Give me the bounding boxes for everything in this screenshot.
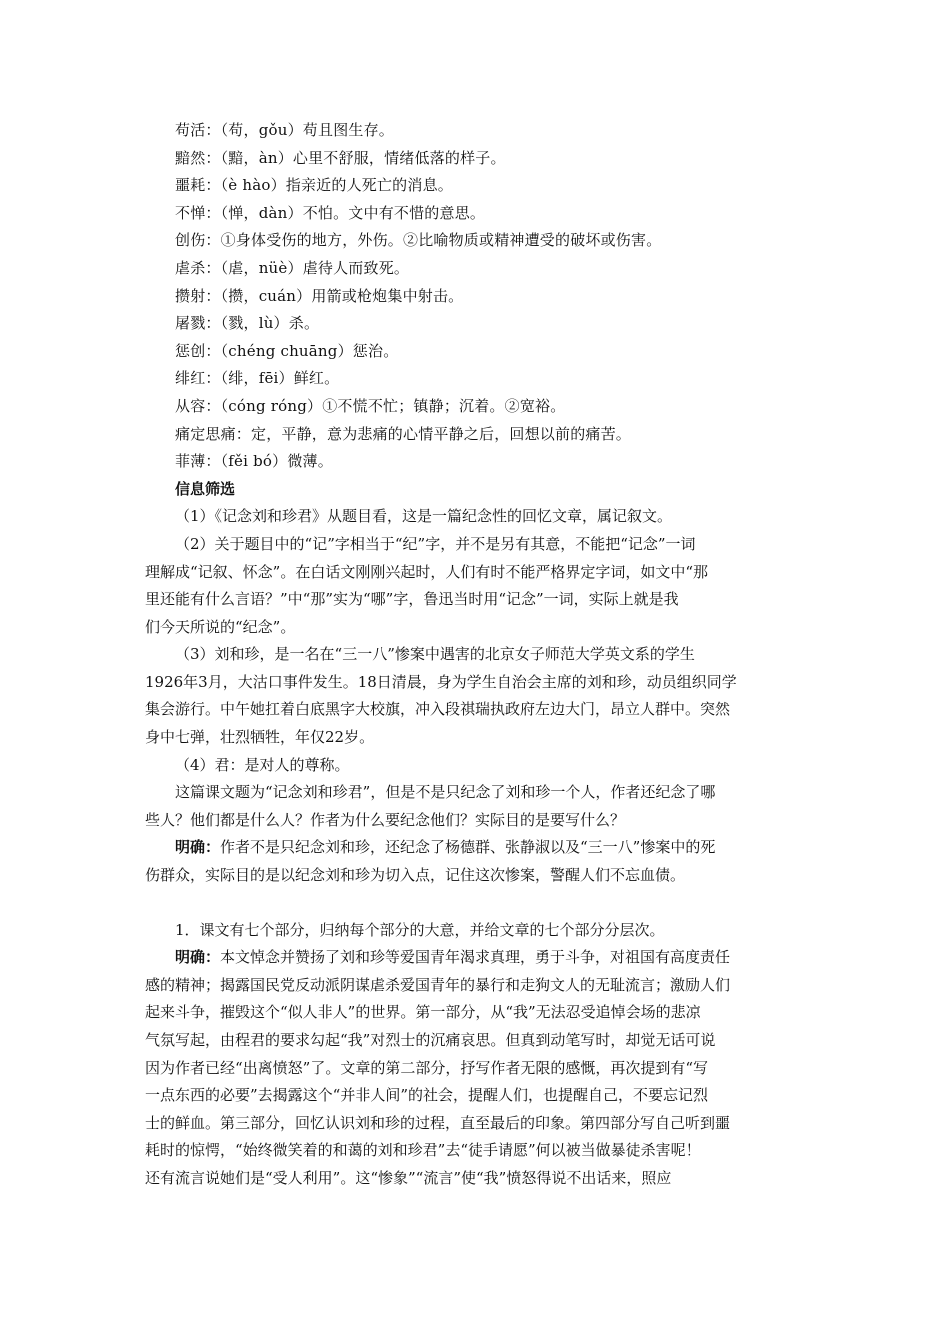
vocab-item: 苟活：（苟，gǒu）苟且图生存。 bbox=[175, 121, 394, 139]
info-paragraph-1 bbox=[173, 503, 813, 531]
text-line: （4）君：是对人的尊称。 bbox=[175, 755, 350, 774]
question-paragraph bbox=[145, 779, 813, 834]
vocab-item: 黯然：（黯，àn）心里不舒服，情绪低落的样子。 bbox=[175, 148, 506, 167]
text-line: 感的精神；揭露国民党反动派阴谋虐杀爱国青年的暴行和走狗文人的无耻流言；激励人们 bbox=[145, 975, 731, 994]
vocab-item: 绯红：（绯，fēi）鲜红。 bbox=[175, 369, 340, 388]
vocab-item: 攒射：（攒，cuán）用箭或枪炮集中射击。 bbox=[175, 286, 464, 305]
text-line: 1926年3月，大沽口事件发生。18日清晨，身为学生自治会主席的刘和珍，动员组织同学 bbox=[145, 672, 737, 691]
text-line: 明确：本文悼念并赞扬了刘和珍等爱国青年渴求真理，勇于斗争，对祖国有高度责任 bbox=[175, 948, 731, 967]
vocab-item: 噩耗：（è hào）指亲近的人死亡的消息。 bbox=[175, 176, 453, 195]
section-heading: 信息筛选 bbox=[175, 479, 236, 498]
text-line: 伤群众，实际目的是以纪念刘和珍为切入点，记住这次惨案，警醒人们不忘血债。 bbox=[145, 866, 686, 885]
task-title bbox=[173, 917, 813, 945]
text-line: （3）刘和珍，是一名在“三一八”惨案中遇害的北京女子师范大学英文系的学生 bbox=[175, 645, 695, 664]
answer-label: 明确： bbox=[175, 948, 221, 967]
text-line: 身中七弹，壮烈牺牲，年仅22岁。 bbox=[145, 728, 375, 747]
vocab-item: 屠戮：（戮，lù）杀。 bbox=[175, 314, 320, 333]
info-paragraph-2 bbox=[145, 531, 813, 641]
text-line: 因为作者已经“出离愤怒”了。文章的第二部分，抒写作者无限的感慨，再次提到有“写 bbox=[145, 1058, 709, 1077]
vocab-item: 菲薄：（fěi bó）微薄。 bbox=[175, 452, 333, 471]
spacer bbox=[175, 890, 810, 917]
text-line: 集会游行。中午她扛着白底黑字大校旗，冲入段祺瑞执政府左边大门，昂立人群中。突然 bbox=[145, 700, 731, 719]
text-line: 1．课文有七个部分，归纳每个部分的大意，并给文章的七个部分分层次。 bbox=[175, 920, 665, 939]
text-line: 还有流言说她们是“受人利用”。这“惨象”“流言”使“我”愤怒得说不出话来，照应 bbox=[145, 1168, 672, 1187]
vocab-item: 惩创：（chéng chuāng）惩治。 bbox=[175, 341, 399, 360]
vocab-item: 从容：（cóng róng）①不慌不忙；镇静；沉着。②宽裕。 bbox=[175, 396, 566, 415]
answer-label: 明确： bbox=[175, 838, 221, 857]
text-line: （1）《记念刘和珍君》从题目看，这是一篇纪念性的回忆文章，属记叙文。 bbox=[175, 507, 673, 526]
text-line: 理解成“记叙、怀念”。在白话文刚刚兴起时，人们有时不能严格界定字词，如文中“那 bbox=[145, 562, 709, 581]
text-line: 们今天所说的“纪念”。 bbox=[145, 617, 296, 636]
text-line: （2）关于题目中的“记”字相当于“纪”字，并不是另有其意，不能把“记念”一词 bbox=[175, 534, 696, 553]
text-line: 一点东西的必要”去揭露这个“并非人间”的社会，提醒人们，也提醒自己，不要忘记烈 bbox=[145, 1086, 709, 1105]
text-line: 明确：作者不是只纪念刘和珍，还纪念了杨德群、张静淑以及“三一八”惨案中的死 bbox=[175, 838, 716, 857]
info-paragraph-3 bbox=[145, 641, 813, 751]
text-line: 些人？他们都是什么人？作者为什么要纪念他们？实际目的是要写什么？ bbox=[145, 810, 626, 829]
task-answer bbox=[145, 944, 813, 1192]
vocab-list bbox=[175, 117, 810, 476]
text-line: 里还能有什么言语？”中“那”实为“哪”字，鲁迅当时用“记念”一词，实际上就是我 bbox=[145, 590, 679, 609]
vocab-item: 虐杀：（虐，nüè）虐待人而致死。 bbox=[175, 258, 410, 277]
vocab-item: 创伤：①身体受伤的地方，外伤。②比喻物质或精神遭受的破坏或伤害。 bbox=[175, 231, 662, 250]
answer-paragraph bbox=[145, 834, 813, 889]
text-line: 这篇课文题为“记念刘和珍君”，但是不是只纪念了刘和珍一个人，作者还纪念了哪 bbox=[175, 783, 716, 802]
text-line: 起来斗争，摧毁这个“似人非人”的世界。第一部分，从“我”无法忍受追悼会场的悲凉 bbox=[145, 1003, 701, 1022]
text-line: 士的鲜血。第三部分，回忆认识刘和珍的过程，直至最后的印象。第四部分写自己听到噩 bbox=[145, 1113, 731, 1132]
text-line: 耗时的惊愕，“始终微笑着的和蔼的刘和珍君”去“徒手请愿”何以被当做暴徒杀害呢！ bbox=[145, 1141, 701, 1160]
vocab-item: 不惮：（惮，dàn）不怕。文中有不惜的意思。 bbox=[175, 203, 486, 222]
vocab-item: 痛定思痛：定，平静，意为悲痛的心情平静之后，回想以前的痛苦。 bbox=[175, 424, 632, 443]
info-paragraph-4 bbox=[173, 752, 813, 780]
text-line: 气氛写起，由程君的要求勾起“我”对烈士的沉痛哀思。但真到动笔写时，却觉无话可说 bbox=[145, 1031, 716, 1049]
